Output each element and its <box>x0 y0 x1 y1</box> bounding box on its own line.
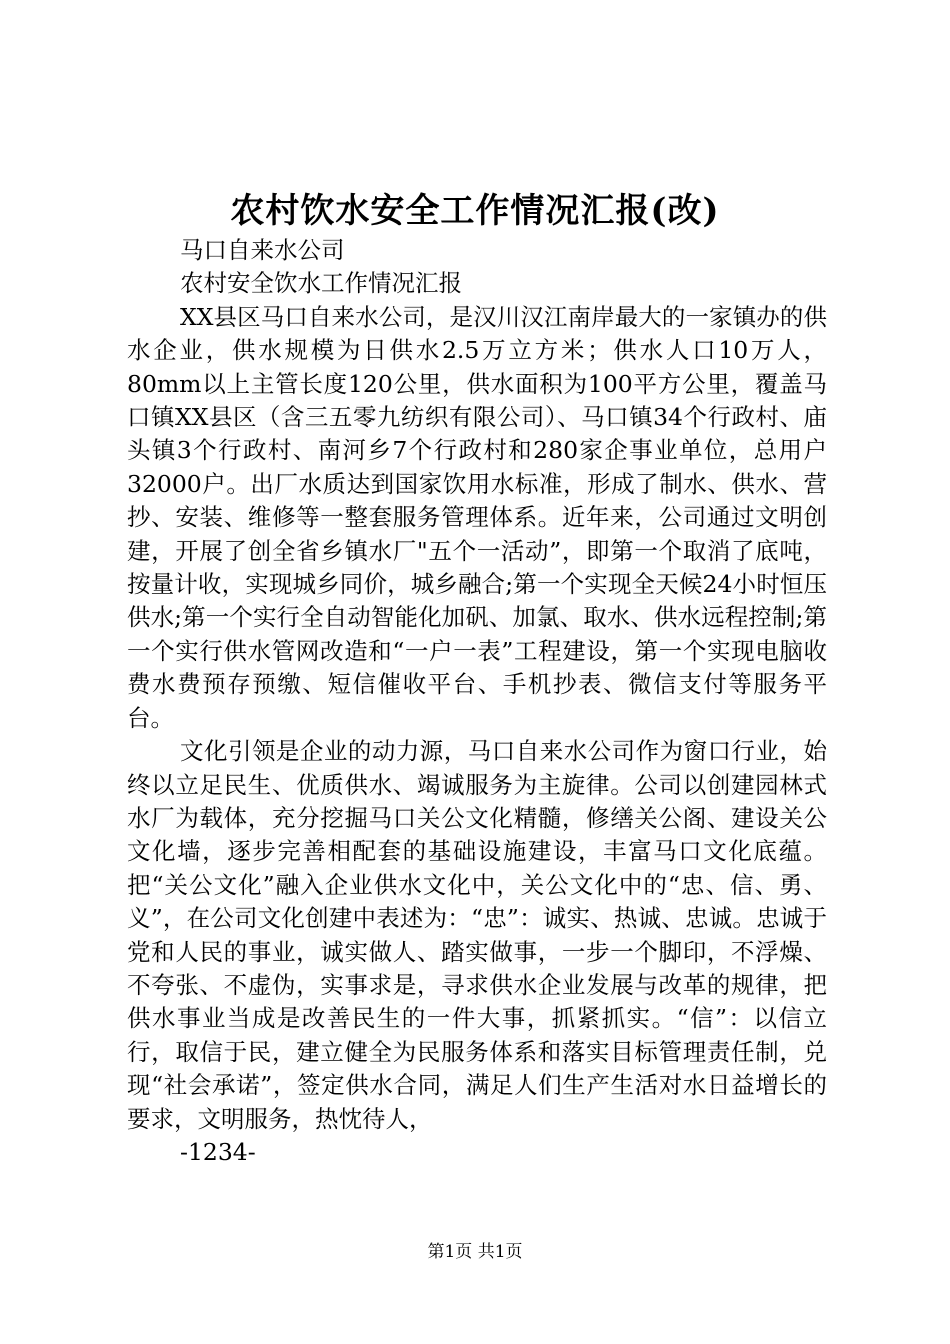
paragraph-1: XX县区马口自来水公司，是汉川汉江南岸最大的一家镇办的供水企业，供水规模为日供水2.5万立方米；供水人口10万人，80mm以上主管长度120公里，供水面积为100平方公里，覆盖马口镇XX县区（含三五零九纺织有限公司）、马口镇34个行政村、庙头镇3个行政村、南河乡7个行政村和280家企事业单位，总用户32000户。出厂水质达到国家饮用水标准，形成了制水、供水、营抄、安装、维修等一整套服务管理体系。近年来，公司通过文明创建，开展了创全省乡镇水厂"五个一活动”，即第一个取消了底吨，按量计收，实现城乡同价，城乡融合;第一个实现全天候24小时恒压供水;第一个实行全自动智能化加矾、加氯、取水、供水远程控制;第一个实行供水管网改造和“一户一表”工程建设，第一个实现电脑收费水费预存预缴、短信催收平台、手机抄表、微信支付等服务平台。 <box>127 302 827 732</box>
paragraph-2: 文化引领是企业的动力源，马口自来水公司作为窗口行业，始终以立足民生、优质供水、竭诚服务为主旋律。公司以创建园林式水厂为载体，充分挖掘马口关公文化精髓，修缮关公阁、建设关公文化墙，逐步完善相配套的基础设施建设，丰富马口文化底蕴。把“关公文化”融入企业供水文化中，关公文化中的“忠、信、勇、义”，在公司文化创建中表述为：“忠”：诚实、热诚、忠诚。忠诚于党和人民的事业，诚实做人、踏实做事，一步一个脚印，不浮燥、不夸张、不虚伪，实事求是，寻求供水企业发展与改革的规律，把供水事业当成是改善民生的一件大事，抓紧抓实。“信”：以信立行，取信于民，建立健全为民服务体系和落实目标管理责任制，兑现“社会承诺”，签定供水合同，满足人们生产生活对水日益增长的要求，文明服务，热忱待人， <box>127 737 827 1133</box>
document-body <box>127 234 827 1169</box>
org-line: 马口自来水公司 <box>180 236 345 264</box>
subtitle-line: 农村安全饮水工作情况汇报 <box>180 269 462 298</box>
document-title: 农村饮水安全工作情况汇报(改) <box>230 191 720 231</box>
page-footer: 第1页 共1页 <box>427 1242 523 1262</box>
page-marker: -1234- <box>180 1137 256 1166</box>
